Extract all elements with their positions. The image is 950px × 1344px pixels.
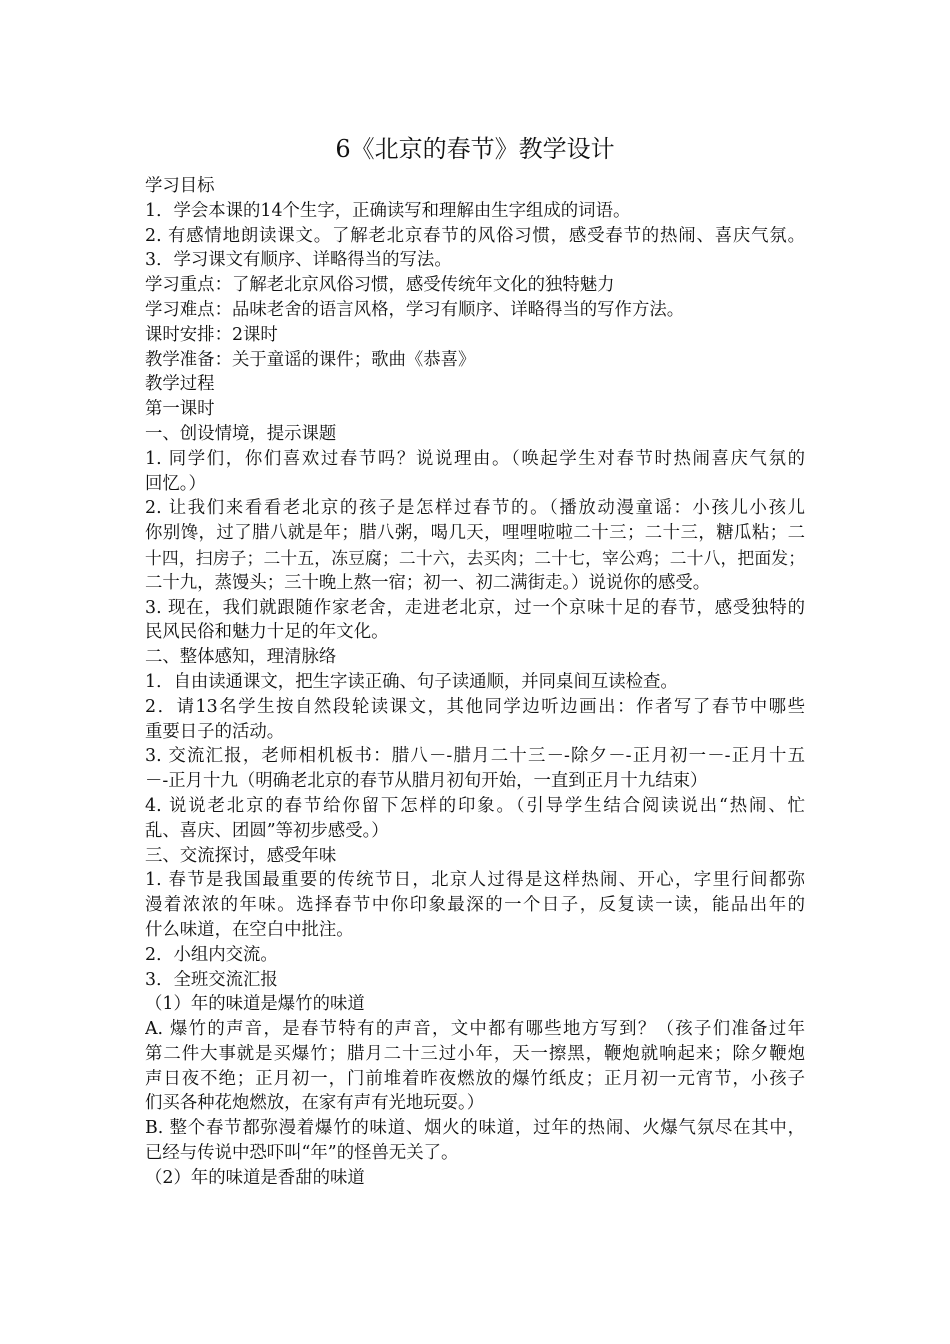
text-line: 2. 让我们来看看老北京的孩子是怎样过春节的。（播放动漫童谣：小孩儿小孩儿	[145, 498, 805, 519]
text-line: （1）年的味道是爆竹的味道	[145, 994, 365, 1015]
text-line: 2．请13名学生按自然段轮读课文，其他同学边听边画出：作者写了春节中哪些	[145, 696, 805, 717]
text-line: 1．学会本课的14个生字，正确读写和理解由生字组成的词语。	[145, 200, 631, 221]
text-line: 一、创设情境，提示课题	[145, 423, 337, 444]
text-line: －-正月十九（明确老北京的春节从腊月初旬开始，一直到正月十九结束）	[145, 771, 708, 792]
text-line: 学习重点：了解老北京风俗习惯，感受传统年文化的独特魅力	[145, 275, 615, 296]
text-line: 已经与传说中恐吓叫“年”的怪兽无关了。	[145, 1143, 459, 1164]
text-line: 学习目标	[145, 176, 215, 196]
text-line: 十四，扫房子；二十五，冻豆腐；二十六，去买肉；二十七，宰公鸡；二十八，把面发；	[145, 547, 805, 568]
text-line: 民风民俗和魅力十足的年文化。	[145, 622, 389, 643]
text-line: 重要日子的活动。	[145, 721, 285, 742]
text-line: B. 整个春节都弥漫着爆竹的味道、烟火的味道，过年的热闹、火爆气氛尽在其中，	[145, 1118, 805, 1139]
text-line: 3. 现在，我们就跟随作家老舍，走进老北京，过一个京味十足的春节，感受独特的	[145, 597, 805, 618]
text-line: 1．自由读通课文，把生字读正确、句子读通顺，并同桌间互读检查。	[145, 671, 678, 692]
text-line: 二十九，蒸馒头；三十晚上熬一宿；初一、初二满街走。）说说你的感受。	[145, 572, 711, 593]
text-line: 学习难点：品味老舍的语言风格，学习有顺序、详略得当的写作方法。	[145, 299, 685, 320]
text-line: 教学准备：关于童谣的课件；歌曲《恭喜》	[145, 349, 476, 370]
text-line: 声日夜不绝；正月初一，门前堆着昨夜燃放的爆竹纸皮；正月初一元宵节，小孩子	[145, 1068, 805, 1089]
text-line: 们买各种花炮燃放，在家有声有光地玩耍。）	[145, 1093, 485, 1114]
text-line: 教学过程	[145, 374, 215, 395]
text-line: 乱、喜庆、团圆”等初步感受。）	[145, 820, 389, 841]
text-line: 三、交流探讨，感受年味	[145, 845, 337, 866]
text-line: 漫着浓浓的年味。选择春节中你印象最深的一个日子，反复读一读，能品出年的	[145, 895, 805, 916]
text-line: （2）年的味道是香甜的味道	[145, 1167, 365, 1188]
text-line: 第一课时	[145, 399, 215, 420]
text-line: 2．小组内交流。	[145, 944, 278, 965]
text-line: 第二件大事就是买爆竹；腊月二十三过小年，天一擦黑，鞭炮就响起来；除夕鞭炮	[145, 1043, 805, 1064]
document-title: 6《北京的春节》教学设计	[335, 135, 615, 163]
text-line: 你别馋，过了腊八就是年；腊八粥，喝几天，哩哩啦啦二十三；二十三，糖瓜粘；二	[145, 523, 805, 544]
text-line: A. 爆竹的声音，是春节特有的声音，文中都有哪些地方写到？（孩子们准备过年	[145, 1019, 805, 1040]
text-line: 1. 同学们，你们喜欢过春节吗？说说理由。（唤起学生对春节时热闹喜庆气氛的	[145, 448, 805, 469]
text-line: 二、整体感知，理清脉络	[145, 647, 337, 668]
text-line: 回忆。）	[145, 473, 206, 494]
text-line: 什么味道，在空白中批注。	[145, 919, 354, 940]
text-line: 4. 说说老北京的春节给你留下怎样的印象。（引导学生结合阅读说出“热闹、忙	[145, 795, 805, 816]
text-line: 3．学习课文有顺序、详略得当的写法。	[145, 250, 452, 271]
text-line: 2. 有感情地朗读课文。了解老北京春节的风俗习惯，感受春节的热闹、喜庆气氛。	[145, 225, 805, 246]
text-line: 1. 春节是我国最重要的传统节日，北京人过得是这样热闹、开心，字里行间都弥	[145, 870, 805, 891]
text-line: 3. 交流汇报，老师相机板书：腊八－-腊月二十三－-除夕－-正月初一－-正月十五	[145, 746, 805, 767]
document-body	[145, 174, 805, 1191]
text-line: 3．全班交流汇报	[145, 969, 278, 990]
text-line: 课时安排：2课时	[145, 324, 278, 345]
